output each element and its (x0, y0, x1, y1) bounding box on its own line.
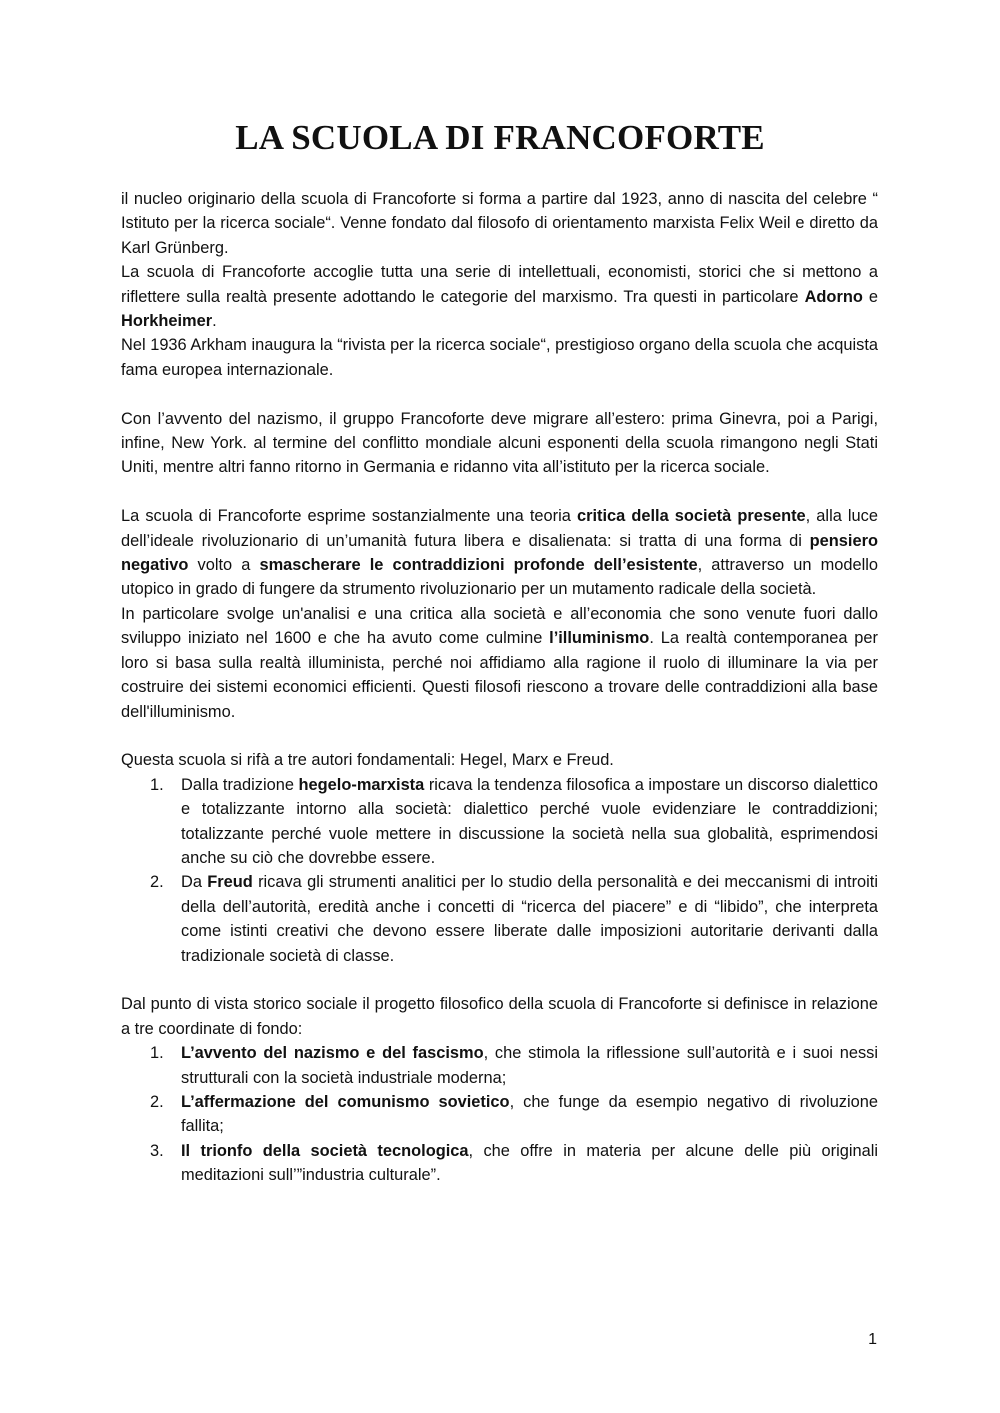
text-run: Con l’avvento del nazismo, il gruppo Francoforte deve migrare all’estero: prima Ginevra, poi a Parigi, infine, New York. al termine del conflitto mondiale alcuni esponenti della scuola rimangono negli Stati Uniti, mentre altri fanno ritorno in Germania e ridanno vita all’istituto per la ricerca sociale. (121, 409, 878, 477)
list-item-number: 2. (150, 873, 164, 892)
text-run: La scuola di Francoforte esprime sostanzialmente una teoria (121, 507, 577, 526)
text-run: In particolare svolge un'analisi e una critica alla società e all’economia che sono venute fuori dallo sviluppo iniziato nel 1600 e che ha avuto come culmine (121, 604, 878, 648)
list-item-number: 1. (150, 1044, 164, 1063)
paragraph-authors-intro (121, 748, 878, 772)
list-item (121, 870, 878, 968)
coordinates-list (121, 1041, 878, 1187)
bold-text-run: Il trionfo della società tecnologica (181, 1141, 469, 1160)
bold-text-run: pensiero negativo (121, 531, 878, 575)
text-run: Dal punto di vista storico sociale il progetto filosofico della scuola di Francoforte si definisce in relazione a tre coordinate di fondo: (121, 995, 878, 1038)
text-run: ricava la tendenza filosofica a impostare un discorso dialettico e totalizzante intorno alla società: dialettico perché vuole evidenziare le contraddizioni; totalizzante perché vuole mettere in discussione la società nella sua globalità, esprimendosi anche su ciò che dovrebbe essere. (181, 775, 879, 867)
authors-list (121, 773, 878, 968)
list-item (121, 1139, 878, 1188)
paragraph-coordinates-intro (121, 992, 878, 1041)
list-item-number: 1. (150, 775, 164, 794)
text-run: Dalla tradizione (181, 775, 299, 794)
text-run: Nel 1936 Arkham inaugura la “rivista per la ricerca sociale“, prestigioso organo della scuola che acquista fama europea internazionale. (121, 336, 878, 379)
bold-text-run: hegelo-marxista (298, 775, 425, 794)
text-run: , alla luce dell’ideale rivoluzionario di un’umanità futura libera e disalienata: si tratta di una forma di (121, 507, 878, 550)
text-run: Questa scuola si rifà a tre autori fondamentali: Hegel, Marx e Freud. (121, 751, 614, 770)
list-item-number: 2. (150, 1092, 164, 1111)
paragraph-spacer (121, 968, 878, 992)
paragraph-spacer (121, 724, 878, 748)
list-item (121, 1041, 878, 1090)
paragraph-origins (121, 187, 878, 260)
text-run: Da (181, 873, 208, 892)
page-title: LA SCUOLA DI FRANCOFORTE (235, 118, 765, 157)
text-run: , che funge da esempio negativo di rivoluzione fallita; (181, 1092, 878, 1136)
text-run: , attraverso un modello utopico in grado di fungere da strumento rivoluzionario per un mutamento radicale della società. (121, 556, 878, 599)
bold-text-run: Freud (207, 873, 253, 892)
list-item (121, 1090, 878, 1139)
paragraph-critical-theory (121, 504, 878, 602)
bold-text-run: Adorno (804, 287, 863, 306)
paragraph-migration (121, 407, 878, 480)
bold-text-run: L’affermazione del comunismo sovietico (181, 1092, 510, 1111)
bold-text-run: L’avvento del nazismo e del fascismo (181, 1044, 484, 1063)
paragraph-journal (121, 333, 878, 382)
document-body (121, 187, 878, 1188)
paragraph-intellectuals (121, 260, 878, 333)
page-number: 1 (868, 1331, 877, 1348)
text-run: , che stimola la riflessione sull’autorità e i suoi nessi strutturali con la società industriale moderna; (181, 1044, 878, 1087)
paragraph-spacer (121, 480, 878, 504)
list-item (121, 773, 878, 871)
text-run: il nucleo originario della scuola di Francoforte si forma a partire dal 1923, anno di nascita del celebre “ Istituto per la ricerca sociale“. Venne fondato dal filosofo di orientamento marxista Felix Weil e diretto da Karl Grünberg. (121, 190, 878, 257)
paragraph-spacer (121, 382, 878, 406)
bold-text-run: critica della società presente (576, 507, 806, 526)
text-run: . (212, 312, 217, 331)
list-item-number: 3. (150, 1141, 164, 1160)
bold-text-run: Horkheimer (121, 312, 213, 331)
text-run: volto a (188, 556, 260, 575)
text-run: ricava gli strumenti analitici per lo studio della personalità e dei meccanismi di introiti della dell’autorità, eredità anche i concetti di “ricerca del piacere” e di “libido”, che interpreta come istinti creativi che devono essere liberate dalle imposizioni autoritarie derivanti dalla tradizionale società di classe. (181, 873, 878, 965)
bold-text-run: l’illuminismo (549, 629, 650, 648)
text-run: La scuola di Francoforte accoglie tutta una serie di intellettuali, economisti, storici che si mettono a riflettere sulla realtà presente adottando le categorie del marxismo. Tra questi in particolare (121, 263, 878, 306)
text-run: . La realtà contemporanea per loro si basa sulla realtà illuminista, perché noi affidiamo alla ragione il ruolo di illuminare la via per costruire dei sistemi economici efficienti. Questi filosofi riescono a trovare delle contraddizioni alla base dell'illuminismo. (121, 629, 878, 721)
bold-text-run: smascherare le contraddizioni profonde dell’esistente (259, 556, 698, 575)
text-run: , che offre in materia per alcune delle più originali meditazioni sull’”industria culturale”. (181, 1141, 878, 1185)
text-run: e (862, 287, 879, 306)
paragraph-enlightenment (121, 602, 878, 724)
